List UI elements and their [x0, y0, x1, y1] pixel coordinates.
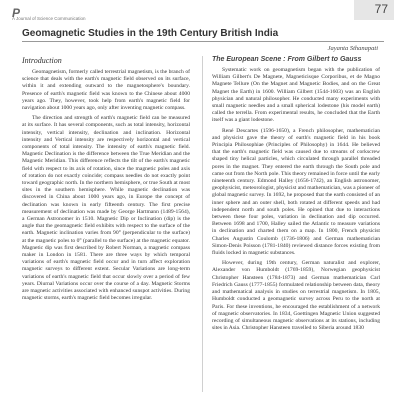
page-number: 77 [374, 2, 388, 16]
journal-subtitle: A Journal of Science Communication [12, 16, 86, 21]
section-heading-european-scene: The European Scene : From Gilbert to Gauss [212, 56, 362, 63]
article-title: Geomagnetic Studies in the 19th Century British India [22, 28, 279, 39]
left-column [22, 56, 190, 306]
right-column [212, 56, 380, 335]
paragraph: However, during 19th century, German naturalist and explorer, Alexander von Humboldt (1769-1859), Norwegian geophysicist Christopher Hansteen (1784-1873) and German mathematician Carl Friedrich Gauss (1777-1855) formulated relationship between data, theory and mathematical analysis in studies on terrestrial magnetism. In 1805, Humboldt conducted a geomagnetic survey across Peru to the north at Paris. For these inventions, he encouraged the establishment of a network of magnetic observatories. In 1834, Goettingen Magnetic Union suggested recording of simultaneous magnetic observations at its stations, including sites in Asia. Christopher Hansteen travelled to Siberia around 1830 [212, 260, 380, 332]
journal-logo: P [12, 6, 21, 20]
paragraph: Systematic work on geomagnetism began with the publication of William Gilbert's De Magnete, Magneticisque Corporibus, et de Magno Magnete Tellure (On the Magnet and Magnetic Bodies, and on the Great Magnet the Earth) in 1600. William Gilbert (1544-1603) was an English physician and natural philosopher. He conducted many experiments with small magnetic needles and a small spherical lodestone (his model earth) called the terrella. From experimental results, he concluded that the Earth itself was a giant lodestone. [212, 67, 380, 124]
article-author: Jayanta Sthanapati [327, 45, 378, 52]
title-rule [22, 41, 384, 42]
paragraph: Geomagnetism, formerly called terrestrial magnetism, is the branch of science that deals with the earth's magnetic field observed on its surface, within it and extending outward to the magnetosphere's boundary. Presence of earth's magnetic field was known to the Chinese about 4000 years ago. They, however, took help from earth's magnetic field for navigation about 1000 years ago, only after inventing magnetic compass. [22, 69, 190, 112]
paragraph: The direction and strength of earth's magnetic field can be measured at its surface. It has several components, such as total intensity, horizontal intensity, vertical intensity, declination and inclination. Horizontal intensity and Vertical intensity are respectively horizontal and vertical components of total intensity. The intensity of earth's magnetic field. Magnetic Declination is the difference between the True Meridian and the Magnetic Meridian. This difference reflects the tilt of the earth's magnetic field with respect to its axis of rotation, since the magnetic poles and axis of rotation do not exactly coincide; compass needles do not exactly point toward geographic north. In the northern hemisphere, or true South at most sites in the southern hemisphere. While magnetic declination was discovered in China about 1000 years ago, in Europe the concept of declination was known in early fifteenth century. The first precise measurement of declination was made by George Hartmann (1489-1564), a German Astronomer in 1510. Magnetic Dip or Inclination (dip) is the angle that the geomagnetic field exhibits with respect to the surface of the earth. Magnetic inclination varies from 90° (perpendicular to the surface) at the magnetic poles to 0° (parallel to the surface) at the magnetic equator. Magnetic dip was first described by Robert Norman, a magnetic compass maker in London in 1581. There are three ways by which temporal variations of earth's magnetic field occur and in turn affect exploration magnetic surveys to different extent. Secular Variations are long-term variations of earth's magnetic field that occur slowly over a period of few years. Diurnal Variations occur over the course of a day. Magnetic Storms are magnetic activities associated with enhanced sunspot activities. During magnetic storms, earth's magnetic field becomes irregular. [22, 115, 190, 302]
section-heading-introduction: Introduction [22, 56, 62, 65]
column-divider [202, 56, 203, 392]
paragraph: René Descartes (1596-1650), a French philosopher, mathematician and physicist gave the theory of earth's magnetic field in his book Principia Philosophiae (Principles of Philosophy) in 1644. He believed that the earth's magnetic field was caused due to streams of corkscrew shaped tiny helical particles, which circulated through parallel threaded pores in the magnet. They entered the earth through the South pole and came out from the North pole. This theory remained in force until the early nineteenth century. Edmond Halley (1656-1742), an English astronomer, geophysicist, meteorologist, physicist and mathematician, was a pioneer of global magnetic survey. In 1692, he proposed that the earth consisted of an inner sphere and an outer shell, both rotated at different speeds and had independent north and south poles. He opined that due to interactions between these four poles, variation in declination and dip occurred. Between 1698 and 1700, Halley sailed the Atlantic to measure variations in declination and charted them on a map. In 1800, French physicist Charles Augustin Coulomb (1736-1806) and German mathematician Simon-Denis Poisson (1781-1840) reviewed distance forces existing from fluids locked in magnetic substances. [212, 127, 380, 257]
